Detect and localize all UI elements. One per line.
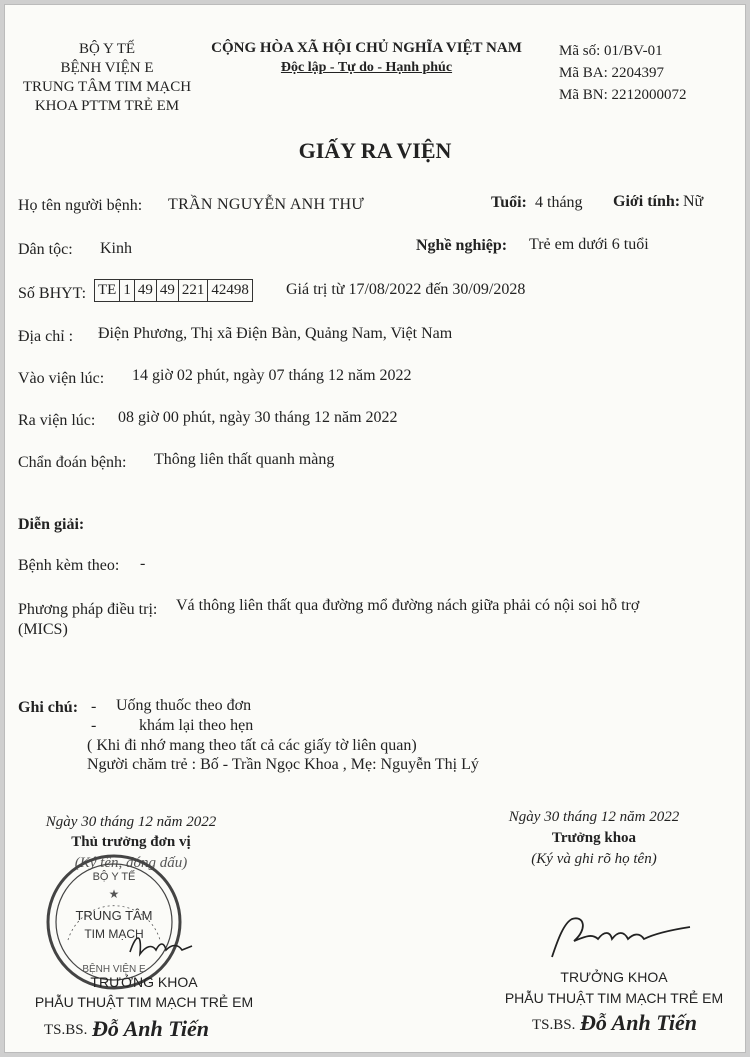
notes-bullet: -: [91, 698, 97, 715]
insurance-part: 1: [120, 280, 135, 301]
left-sign-date: Ngày 30 tháng 12 năm 2022: [45, 814, 217, 830]
treatment-value-line1: Vá thông liên thất qua đường mổ đường nách giữa phải có nội soi hỗ trợ: [176, 597, 640, 614]
national-title: CỘNG HÒA XÃ HỘI CHỦ NGHĨA VIỆT NAM: [211, 40, 522, 56]
hospital-name: BỆNH VIỆN E: [60, 60, 154, 76]
address-label: Địa chỉ :: [18, 328, 74, 345]
right-signature-icon: [544, 909, 694, 964]
age-value: 4 tháng: [535, 194, 583, 211]
document-title: GIẤY RA VIỆN: [298, 138, 452, 163]
notes-item-medicine: Uống thuốc theo đơn: [116, 697, 252, 714]
left-sign-role: Thủ trưởng đơn vị: [71, 834, 191, 850]
discharge-time: 08 giờ 00 phút, ngày 30 tháng 12 năm 2022: [118, 409, 398, 426]
job-label: Nghề nghiệp:: [416, 237, 508, 254]
left-sign-note: (Ký tên, đóng dấu): [74, 855, 188, 871]
patient-name-label: Họ tên người bệnh:: [18, 197, 143, 214]
sex-label: Giới tính:: [613, 193, 681, 210]
svg-text:TRUNG TÂM: TRUNG TÂM: [75, 908, 153, 923]
center-name: TRUNG TÂM TIM MẠCH: [22, 79, 192, 95]
stamp-seal-icon: [44, 852, 184, 992]
record-codes: [559, 40, 687, 106]
caretaker-info: Người chăm trẻ : Bố - Trần Ngọc Khoa , Mẹ: Nguyễn Thị Lý: [87, 756, 479, 773]
patient-name: TRẦN NGUYỄN ANH THƯ: [168, 196, 365, 213]
comorbidity-label: Bệnh kèm theo:: [18, 557, 120, 574]
sex-value: Nữ: [683, 193, 704, 210]
address-value: Điện Phương, Thị xã Điện Bàn, Quảng Nam, Việt Nam: [98, 325, 453, 342]
notes-item-followup: khám lại theo hẹn: [139, 717, 254, 734]
insurance-number: [94, 279, 253, 302]
ethnic-value: Kinh: [100, 240, 132, 257]
notes-label: Ghi chú:: [18, 699, 79, 716]
admission-time: 14 giờ 02 phút, ngày 07 tháng 12 năm 2022: [132, 367, 412, 384]
job-value: Trẻ em dưới 6 tuổi: [529, 236, 649, 253]
form-code: Mã số: 01/BV-01: [559, 43, 663, 59]
notes-item-documents: ( Khi đi nhớ mang theo tất cả các giấy tờ liên quan): [87, 737, 417, 754]
left-title-dept: PHẪU THUẬT TIM MẠCH TRẺ EM: [34, 994, 254, 1010]
ethnic-label: Dân tộc:: [18, 241, 73, 258]
treatment-value-line2: (MICS): [18, 621, 68, 638]
ministry-block: [12, 40, 202, 116]
medical-record-code: Mã BA: 2204397: [559, 65, 664, 81]
svg-text:★: ★: [108, 887, 120, 901]
insurance-part: 42498: [211, 282, 249, 298]
left-signer-name: Đỗ Anh Tiến: [92, 1016, 209, 1041]
right-sign-role: Trưởng khoa: [551, 830, 637, 846]
right-title-dept: PHẪU THUẬT TIM MẠCH TRẺ EM: [504, 990, 724, 1006]
right-signer-name: Đỗ Anh Tiến: [580, 1010, 697, 1035]
ministry-name: BỘ Y TẾ: [78, 41, 136, 57]
insurance-part: 49: [135, 280, 157, 301]
national-motto: Độc lập - Tự do - Hạnh phúc: [280, 60, 453, 75]
right-sign-date: Ngày 30 tháng 12 năm 2022: [508, 809, 680, 825]
discharge-label: Ra viện lúc:: [18, 412, 96, 429]
age-label: Tuổi:: [491, 194, 527, 211]
left-signer-prefix: TS.BS.: [44, 1022, 88, 1038]
comorbidity-value: -: [140, 555, 146, 572]
admission-label: Vào viện lúc:: [18, 370, 105, 387]
insurance-part: 221: [179, 280, 209, 301]
explanation-label: Diễn giải:: [18, 516, 85, 533]
svg-text:BỆNH VIỆN E: BỆNH VIỆN E: [82, 964, 146, 975]
diagnosis-label: Chẩn đoán bệnh:: [18, 454, 127, 471]
insurance-label: Số BHYT:: [18, 285, 87, 302]
left-title-head: TRƯỞNG KHOA: [90, 974, 198, 990]
insurance-validity: Giá trị từ 17/08/2022 đến 30/09/2028: [286, 281, 526, 298]
right-signer-prefix: TS.BS.: [532, 1017, 576, 1033]
notes-bullet: -: [91, 717, 97, 734]
treatment-label: Phương pháp điều trị:: [18, 601, 158, 618]
left-signature-icon: [126, 924, 196, 964]
patient-code: Mã BN: 2212000072: [559, 87, 687, 103]
insurance-part: TE: [95, 280, 120, 301]
document-page: [4, 4, 746, 1053]
right-title-head: TRƯỞNG KHOA: [560, 969, 668, 985]
diagnosis-value: Thông liên thất quanh màng: [154, 451, 335, 468]
right-sign-note: (Ký và ghi rõ họ tên): [531, 851, 657, 867]
department-name: KHOA PTTM TRẺ EM: [34, 98, 180, 114]
svg-text:BỘ Y TẾ: BỘ Y TẾ: [92, 871, 136, 883]
svg-text:TIM MẠCH: TIM MẠCH: [84, 927, 144, 941]
insurance-part: 49: [157, 280, 179, 301]
